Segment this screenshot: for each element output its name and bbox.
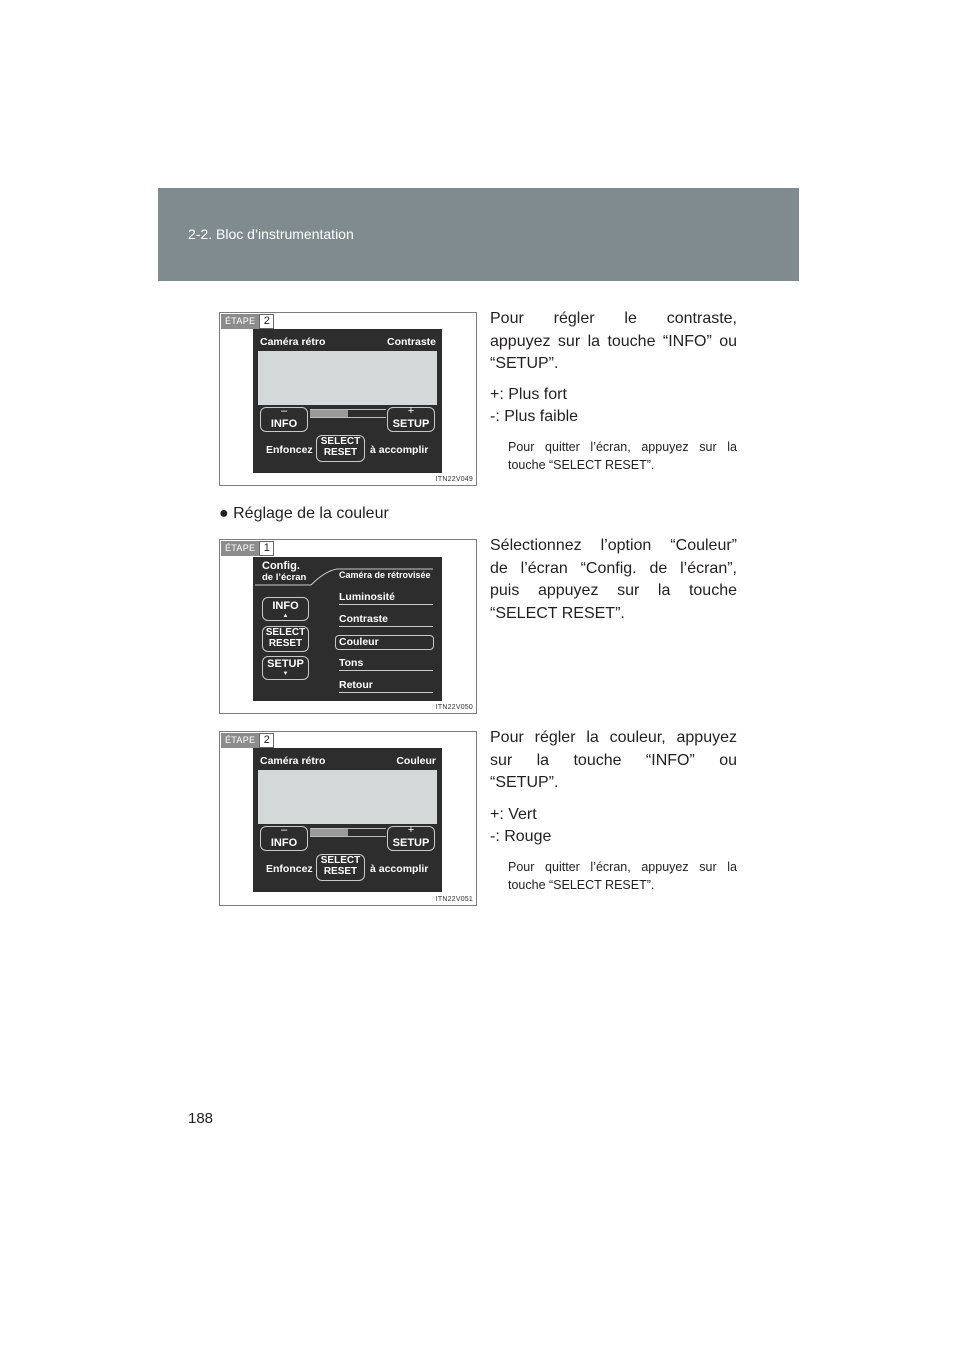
level-slider[interactable] bbox=[310, 409, 386, 418]
page-number: 188 bbox=[188, 1110, 214, 1127]
camera-preview bbox=[258, 351, 437, 405]
select-reset-button[interactable]: SELECT RESET bbox=[262, 626, 309, 652]
menu-item-retour[interactable]: Retour bbox=[339, 679, 433, 693]
instruction-contrast: Pour régler le contraste, appuyez sur la touche “INFO” ou “SETUP”. bbox=[490, 310, 737, 372]
push-label: Enfoncez bbox=[266, 863, 313, 875]
plus-description: +: Plus fort bbox=[490, 386, 567, 403]
setup-button[interactable]: + SETUP bbox=[387, 826, 435, 851]
bullet-icon: ● bbox=[219, 505, 229, 522]
setup-button[interactable]: SETUP ▼ bbox=[262, 656, 309, 680]
display-screen bbox=[253, 329, 442, 473]
info-button[interactable]: – INFO bbox=[260, 826, 308, 851]
display-screen bbox=[253, 748, 442, 892]
exit-note: Pour quitter l’écran, appuyez sur la touche “SELECT RESET”. bbox=[508, 440, 737, 472]
done-label: à accomplir bbox=[370, 863, 429, 875]
info-button[interactable]: – INFO bbox=[260, 407, 308, 432]
menu-item-couleur[interactable]: Couleur bbox=[335, 635, 434, 650]
heading-text: Réglage de la couleur bbox=[233, 505, 389, 522]
minus-sign: – bbox=[280, 824, 288, 836]
figure-code: ITN22V049 bbox=[435, 476, 473, 483]
down-arrow-icon: ▼ bbox=[282, 671, 289, 677]
section-header bbox=[158, 188, 799, 281]
done-label: à accomplir bbox=[370, 444, 429, 456]
step-badge bbox=[221, 733, 274, 748]
screen-mode: Couleur bbox=[396, 755, 436, 767]
display-screen bbox=[253, 557, 442, 701]
plus-sign: + bbox=[407, 405, 415, 417]
step-badge bbox=[221, 541, 274, 556]
minus-description: -: Plus faible bbox=[490, 408, 579, 425]
figure-contrast-step2 bbox=[219, 312, 477, 486]
figure-code: ITN22V050 bbox=[435, 704, 473, 711]
info-button[interactable]: INFO ▲ bbox=[262, 597, 309, 621]
select-reset-button[interactable]: SELECT RESET bbox=[316, 854, 365, 881]
plus-sign: + bbox=[407, 824, 415, 836]
menu-item-contraste[interactable]: Contraste bbox=[339, 613, 433, 627]
right-title: Caméra de rétrovisée bbox=[339, 570, 431, 580]
instruction-select-color: Sélectionnez l’option “Couleur” de l’écran “Config. de l’écran”, puis appuyez sur la touche “SELECT RESET”. bbox=[490, 537, 737, 622]
section-heading bbox=[219, 505, 389, 523]
push-label: Enfoncez bbox=[266, 444, 313, 456]
up-arrow-icon: ▲ bbox=[282, 613, 289, 619]
camera-preview bbox=[258, 770, 437, 824]
slider-fill bbox=[310, 829, 348, 836]
menu-item-tons[interactable]: Tons bbox=[339, 657, 433, 671]
figure-color-step2 bbox=[219, 731, 477, 906]
step-number: 1 bbox=[259, 541, 274, 556]
select-reset-button[interactable]: SELECT RESET bbox=[316, 435, 365, 462]
figure-code: ITN22V051 bbox=[435, 896, 473, 903]
minus-description: -: Rouge bbox=[490, 828, 552, 845]
exit-note: Pour quitter l’écran, appuyez sur la touche “SELECT RESET”. bbox=[508, 860, 737, 892]
slider-fill bbox=[310, 410, 348, 417]
step-number: 2 bbox=[259, 314, 274, 329]
screen-mode: Contraste bbox=[386, 336, 436, 348]
figure-color-step1 bbox=[219, 539, 477, 714]
level-slider[interactable] bbox=[310, 828, 386, 837]
step-number: 2 bbox=[259, 733, 274, 748]
step-badge bbox=[221, 314, 274, 329]
step-label: ÉTAPE bbox=[221, 541, 259, 556]
plus-description: +: Vert bbox=[490, 806, 537, 823]
step-label: ÉTAPE bbox=[221, 733, 259, 748]
section-title: 2-2. Bloc d’instrumentation bbox=[188, 226, 354, 242]
left-title: Config. de l’écran bbox=[262, 560, 307, 583]
screen-title: Caméra rétro bbox=[260, 755, 326, 767]
screen-title: Caméra rétro bbox=[260, 336, 326, 348]
menu-item-luminosite[interactable]: Luminosité bbox=[339, 591, 433, 605]
step-label: ÉTAPE bbox=[221, 314, 259, 329]
instruction-color: Pour régler la couleur, appuyez sur la touche “INFO” ou “SETUP”. bbox=[490, 729, 737, 791]
setup-button[interactable]: + SETUP bbox=[387, 407, 435, 432]
minus-sign: – bbox=[280, 405, 288, 417]
